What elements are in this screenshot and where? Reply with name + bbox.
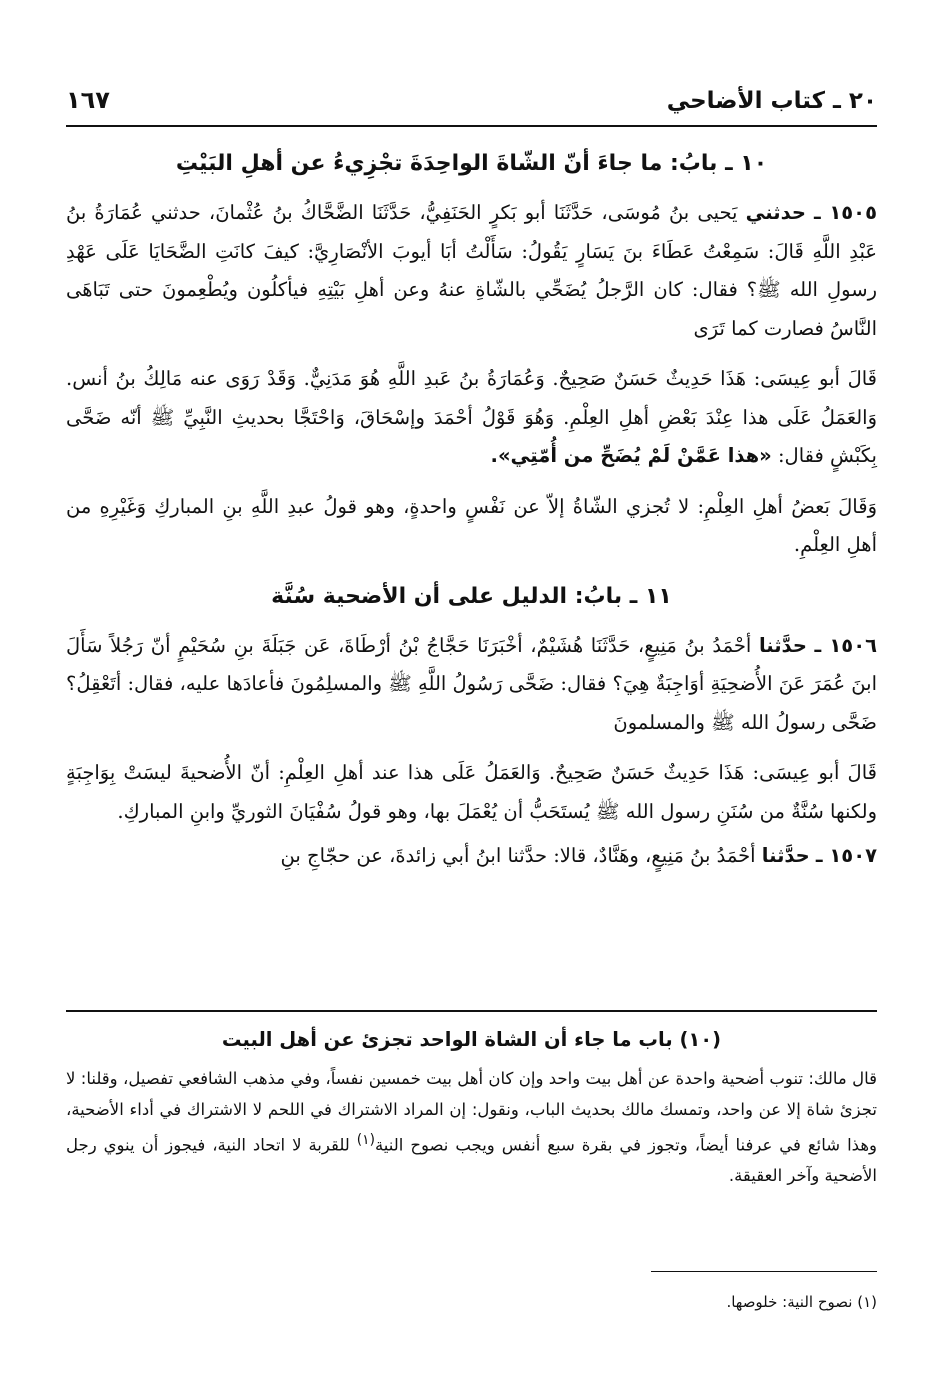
main-text xyxy=(66,140,877,876)
section-10-title: ١٠ ـ بابُ: ما جاءَ أنّ الشّاةَ الواحِدَةَ تجْزِيءُ عن أهلِ البَيْتِ xyxy=(175,151,768,176)
hadith-text: يَحيى بنُ مُوسَى، حَدَّثَنَا أبو بَكرٍ الحَنَفِيُّ، حَدَّثَنَا الضَّحَّاكُ بنُ عُثْمانَ، حدثني عُمَارَةُ بنُ عَبْدِ اللَّهِ قَالَ: سَمِعْتُ عَطَاءَ بنَ يَسَارٍ يَقُولُ: سَأَلْتُ أبَا أيوبَ الأنْصَارِيَّ: كيفَ كانَتِ الضَّحَايَا عَلَى عَهْدِ رسولِ الله ﷺ؟ فقال: كان الرَّجلُ يُضَحِّي بالشّاةِ عنهُ وعن أهلِ بَيْتِهِ فيأكلُون ويُطْعِمونَ حتى تَبَاهَى النَّاسُ فصارت كما تَرَى xyxy=(66,201,877,340)
hadith-keyword: حدثني xyxy=(745,201,806,224)
hadith-text: أحْمَدُ بنُ مَنِيعٍ، حَدَّثَنَا هُشَيْمٌ، أخْبَرَنَا حَجَّاجُ بْنُ أرْطَاةَ، عَن جَبَلَةَ بنِ سُحَيْمٍ أنّ رَجُلاً سَأَلَ ابنَ عُمَرَ عَنَ الأُضحِيَةِ أوَاجِبَةٌ هِيَ؟ فقال: ضَحَّى رَسُولُ اللَّهِ ﷺ والمسلِمُونَ فأعادَها عليه، فقال: أتَعْقِلُ؟ ضَحَّى رسولُ الله ﷺ والمسلمونَ xyxy=(66,633,877,734)
tirmidhi-comment-3: قَالَ أبو عِيسَى: هَذَا حَدِيثٌ حَسَنٌ صَحِيحٌ. وَالعَمَلُ عَلَى هذا عند أهلِ العِلْمِ: أنّ الأُضحيةَ ليسَتْ بِوَاجِبَةٍ ولكنها سُنَّةٌ من سُنَنِ رسول الله ﷺ يُستَحَبُّ أن يُعْمَلَ بها، وهو قولُ سُفْيَانَ الثوريِّ وابنِ المباركِ. xyxy=(66,761,877,823)
commentary-body: قال مالك: تنوب أضحية واحدة عن أهل بيت واحد وإن كان أهل بيت خمسين نفساً، وفي مذهب الشافعي تفصيل، وقلنا: لا تجزئ شاة إلا عن واحد، وتمسك مالك بحديث الباب، ونقول: إن المراد الاشتراك في اللحم لا الاشتراك في أداء الأضحية، وهذا شائع في عرفنا أيضاً، وتجوز في بقرة سبع أنفس ويجب نصوح النية xyxy=(66,1069,877,1155)
tirmidhi-comment-2: وَقَالَ بَعضُ أهلِ العِلْمِ: لا تُجزي الشّاةُ إلاّ عن نَفْسٍ واحدةٍ، وهو قولُ عبدِ اللَّهِ بنِ المباركِ وَغَيْرِهِ من أهلِ العِلْمِ. xyxy=(66,494,877,556)
footnote: (١) نصوح النية: خلوصها. xyxy=(726,1293,877,1311)
prophetic-quote: «هذا عَمَّنْ لَمْ يُضَحِّ من أُمّتِي». xyxy=(490,444,772,467)
commentary-body-end: للقربة لا اتحاد النية، فيجوز أن ينوي رجل الأضحية وآخر العقيقة. xyxy=(66,1135,877,1185)
tirmidhi-comment-1 xyxy=(66,360,877,476)
commentary-block xyxy=(66,1020,877,1192)
header-divider xyxy=(66,125,877,127)
hadith-keyword: حدَّثنا xyxy=(761,844,810,867)
hadith-1506 xyxy=(66,627,877,743)
footnote-divider xyxy=(651,1271,877,1272)
hadith-keyword: حدَّثنا xyxy=(758,633,807,657)
footnote-reference: (١) xyxy=(356,1132,375,1148)
hadith-number: ١٥٠٧ ـ xyxy=(815,844,877,867)
hadith-1507 xyxy=(66,837,877,876)
commentary-divider xyxy=(66,1010,877,1012)
commentary-title: (١٠) باب ما جاء أن الشاة الواحد تجزئ عن أهل البيت xyxy=(221,1028,722,1051)
commentary-text xyxy=(66,1064,877,1192)
comment-text: قَالَ أبو عِيسَى: هَذَا حَدِيثٌ حَسَنٌ صَحِيحٌ. وَعُمَارَةُ بنُ عَبدِ اللَّهِ هُوَ مَدَنِيٌّ. وَقَدْ رَوَى عنه مَالِكُ بنُ أنس. وَالعَمَلُ عَلَى هذا عِنْدَ بَعْضِ أهلِ العِلْمِ. وَهُوَ قَوْلُ أحْمَدَ وإسْحَاقَ، وَاحْتَجَّا بحديثِ النَّبِيِّ ﷺ أنّه ضَحَّى بِكَبْشٍ فقال: xyxy=(66,367,877,467)
hadith-number: ١٥٠٦ ـ xyxy=(814,633,878,657)
hadith-text: أحْمَدُ بنُ مَنِيعٍ، وهَنَّادٌ، قالا: حدَّثنا ابنُ أبي زائدةَ، عن حجّاجِ بنِ xyxy=(280,844,756,867)
page-number: ١٦٧ xyxy=(66,86,110,114)
running-header xyxy=(66,74,877,114)
section-11-title: ١١ ـ بابُ: الدليل على أن الأضحية سُنَّة xyxy=(271,583,672,609)
chapter-heading: ٢٠ ـ كتاب الأضاحي xyxy=(666,88,877,114)
hadith-number: ١٥٠٥ ـ xyxy=(814,201,877,224)
hadith-1505 xyxy=(66,194,877,348)
